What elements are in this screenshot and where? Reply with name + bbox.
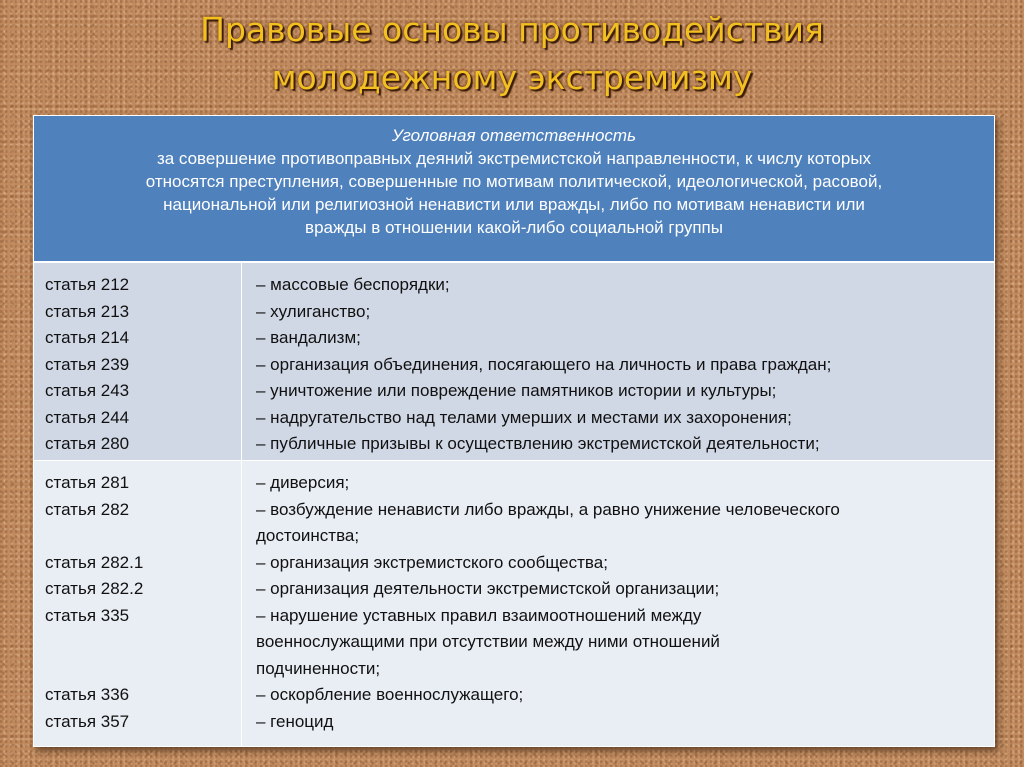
table-row (34, 461, 994, 746)
article-number: статья 239 (45, 354, 130, 374)
article-description: – массовые беспорядки; (256, 275, 450, 294)
article-number: статья 213 (45, 301, 130, 321)
header-line: относятся преступления, совершенные по мотивам политической, идеологической, расовой, (145, 172, 883, 191)
article-number: статья 214 (45, 328, 130, 347)
article-number: статья 357 (45, 711, 130, 731)
article-description: – геноцид (256, 711, 334, 731)
article-description: – уничтожение или повреждение памятников истории и культуры; (256, 381, 777, 400)
article-number: статья 243 (45, 381, 130, 400)
article-number: статья 336 (45, 685, 130, 704)
article-number: статья 212 (45, 275, 130, 294)
articles-column (34, 263, 242, 460)
article-description: – оскорбление военнослужащего; (256, 685, 524, 704)
article-description: – организация объединения, посягающего на личность и права граждан; (256, 354, 832, 374)
article-number (45, 523, 241, 550)
article-description: – организация деятельности экстремистской организации; (256, 579, 720, 598)
descriptions-column (242, 263, 994, 460)
article-number (45, 629, 241, 656)
header-line: вражды в отношении какой-либо социальной группы (305, 218, 723, 237)
table-row (34, 263, 994, 461)
article-description: – организация экстремистского сообщества; (256, 552, 608, 572)
descriptions-column (242, 461, 994, 746)
article-number: статья 282 (45, 499, 130, 519)
article-number: статья 280 (45, 434, 130, 453)
article-number: статья 282.2 (45, 579, 144, 598)
article-description: – надругательство над телами умерших и местами их захоронения; (256, 407, 792, 427)
article-description: – диверсия; (256, 473, 350, 492)
article-description: – нарушение уставных правил взаимоотношений между (256, 605, 702, 625)
article-number: статья 282.1 (45, 552, 144, 572)
header-line: за совершение противоправных деяний экстремистской направленности, к числу которых (156, 149, 872, 168)
article-number: статья 335 (45, 605, 130, 625)
table-header (34, 116, 994, 263)
article-description: – хулиганство; (256, 301, 371, 321)
slide-title (0, 6, 1024, 102)
article-description: достоинства; (256, 526, 360, 545)
header-title: Уголовная ответственность (391, 126, 637, 145)
article-description: – публичные призывы к осуществлению экстремистской деятельности; (256, 434, 820, 453)
article-number: статья 281 (45, 473, 130, 492)
slide-title-line-1: Правовые основы противодействия (200, 10, 824, 49)
article-description: подчиненности; (256, 658, 381, 678)
article-number (45, 656, 241, 683)
article-description: – возбуждение ненависти либо вражды, а равно унижение человеческого (256, 499, 840, 519)
slide-title-line-2: молодежному экстремизму (271, 58, 753, 97)
articles-column (34, 461, 242, 746)
header-line: национальной или религиозной ненависти или вражды, либо по мотивам ненависти или (163, 195, 865, 214)
article-description: военнослужащими при отсутствии между ними отношений (256, 632, 720, 651)
article-number: статья 244 (45, 407, 130, 427)
articles-table (33, 115, 995, 747)
article-description: – вандализм; (256, 328, 361, 347)
